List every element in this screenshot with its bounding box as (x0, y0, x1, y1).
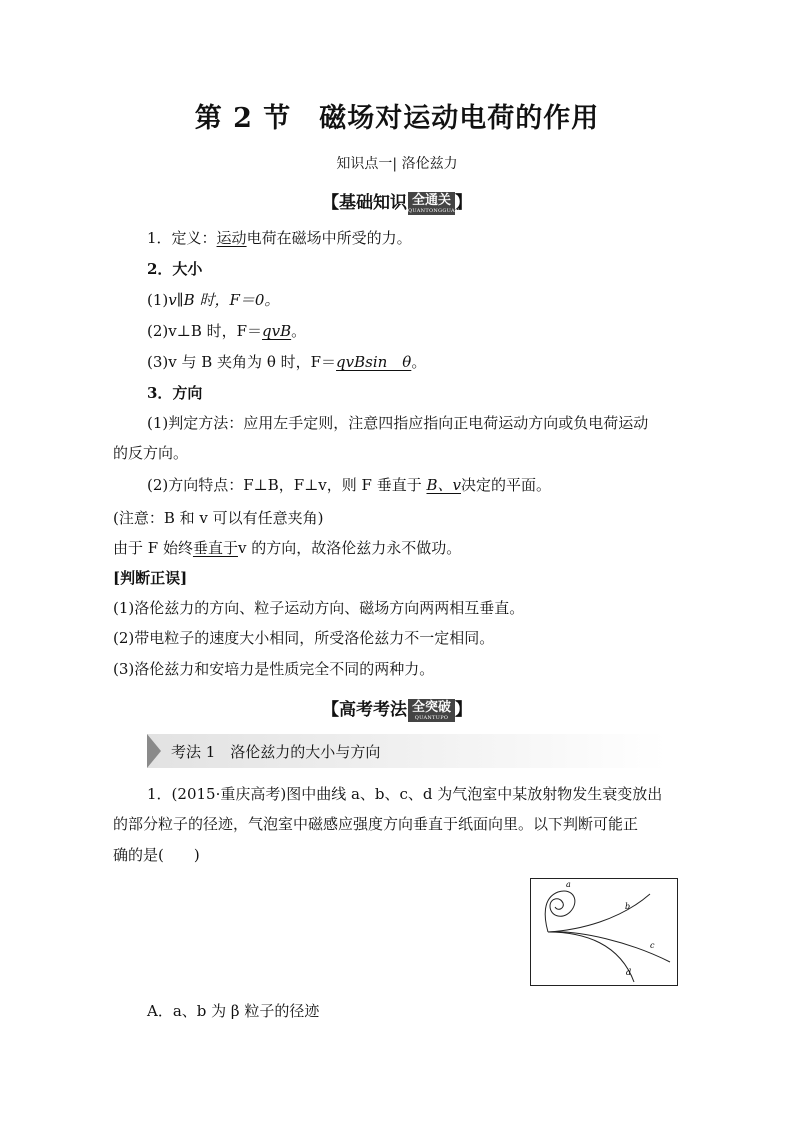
item-text: v∥B 时，F＝0。 (168, 291, 280, 309)
item-text: v 与 B 夹角为 θ 时，F＝ (168, 353, 337, 371)
size-item-3 (147, 352, 426, 372)
definition-line (147, 228, 412, 248)
judge-item-1: (1)洛伦兹力的方向、粒子运动方向、磁场方向两两相互垂直。 (113, 599, 525, 617)
direction-feature-line (147, 475, 551, 495)
definition-prefix: 1．定义： (147, 229, 217, 247)
item-number: (1) (147, 291, 169, 309)
note-line: (注意：B 和 v 可以有任意夹角) (113, 509, 324, 527)
item-answer: qvBsin θ (336, 353, 412, 371)
feature-answer: B、v (426, 476, 461, 494)
question-line-1: 1．(2015·重庆高考)图中曲线 a、b、c、d 为气泡室中某放射物发生衰变放出 (147, 785, 663, 803)
badge-pinyin: QUANTUPO (414, 715, 449, 721)
work-suffix: v 的方向，故洛伦兹力永不做功。 (237, 539, 462, 557)
work-answer: 垂直于 (192, 539, 238, 557)
banner-right-text: 】 (455, 700, 472, 720)
basic-knowledge-banner (0, 188, 794, 215)
definition-suffix: 电荷在磁场中所受的力。 (246, 229, 412, 247)
item-number: (3) (147, 353, 169, 371)
exam-method-banner (0, 695, 794, 722)
arrow-icon (147, 734, 161, 768)
banner-badge (407, 192, 460, 215)
item-text: v⊥B 时，F＝ (168, 322, 263, 340)
banner-left-text: 【基础知识 (321, 193, 407, 213)
question-line-2: 的部分粒子的径迹，气泡室中磁感应强度方向垂直于纸面向里。以下判断可能正 (113, 815, 639, 833)
banner-left-text: 【高考考法 (321, 700, 407, 720)
direction-rule-line-2: 的反方向。 (113, 444, 189, 462)
option-a: A．a、b 为 β 粒子的径迹 (147, 1002, 320, 1020)
question-line-3: 确的是( ) (113, 846, 200, 864)
knowledge-point-heading: 知识点一| 洛伦兹力 (336, 156, 458, 172)
work-prefix: 由于 F 始终 (113, 539, 193, 557)
page-title: 第 2 节 磁场对运动电荷的作用 (194, 103, 600, 134)
judge-item-2: (2)带电粒子的速度大小相同，所受洛伦兹力不一定相同。 (113, 629, 495, 647)
feature-prefix: (2)方向特点：F⊥B，F⊥v，则 F 垂直于 (147, 476, 427, 494)
definition-answer: 运动 (216, 229, 247, 247)
judge-item-3: (3)洛伦兹力和安培力是性质完全不同的两种力。 (113, 660, 435, 678)
badge-text: 全突破 (411, 700, 451, 715)
direction-rule-line-1: (1)判定方法：应用左手定则，注意四指应指向正电荷运动方向或负电荷运动 (147, 414, 649, 432)
method-heading-text: 考法 1 洛伦兹力的大小与方向 (171, 743, 381, 761)
judge-heading: [判断正误] (113, 569, 188, 587)
size-item-2 (147, 321, 306, 341)
label-b: b (625, 902, 631, 911)
label-c: c (650, 941, 655, 950)
item-number: (2) (147, 322, 169, 340)
badge-text: 全通关 (411, 193, 451, 208)
item-end: 。 (411, 353, 427, 371)
badge-pinyin: QUANTONGGUAN (407, 208, 460, 214)
label-a: a (566, 880, 571, 889)
size-item-1 (147, 290, 279, 310)
work-line (113, 538, 461, 558)
item-answer: qvB (262, 322, 292, 340)
method-heading-bar (147, 734, 667, 768)
size-heading: 2．大小 (147, 260, 203, 278)
particle-track-diagram (530, 878, 678, 986)
feature-suffix: 决定的平面。 (461, 476, 552, 494)
item-end: 。 (291, 322, 307, 340)
banner-right-text: 】 (455, 193, 472, 213)
direction-heading: 3．方向 (147, 384, 203, 402)
label-d: d (626, 968, 632, 977)
banner-badge (408, 699, 455, 722)
